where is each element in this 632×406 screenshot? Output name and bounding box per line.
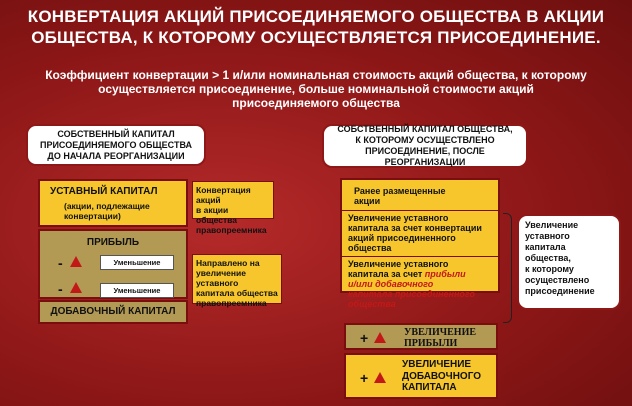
side-note-line-6: осуществлено (525, 275, 590, 285)
triangle-up-icon (374, 332, 386, 343)
additional-increase-text (402, 359, 481, 394)
side-note (517, 214, 621, 310)
increase-profit-line-2 (348, 269, 475, 279)
additional-capital-title: ДОБАВОЧНЫЙ КАПИТАЛ (50, 306, 176, 317)
decrease-label-1: Уменьшение (113, 258, 161, 267)
right-column-header (322, 124, 528, 168)
additional-increase-line-1: УВЕЛИЧЕНИЕ (402, 359, 472, 370)
right-header-line-3: ПРИСОЕДИНЕНИЕ, ПОСЛЕ РЕОРГАНИЗАЦИИ (365, 146, 485, 167)
side-note-line-1: Увеличение (525, 220, 579, 230)
left-header-line-3: ДО НАЧАЛА РЕОРГАНИЗАЦИИ (47, 150, 185, 161)
slide-title (0, 6, 632, 48)
profit-increase-text (404, 327, 476, 349)
plus-sign-1: + (360, 330, 369, 346)
conversion-note (192, 181, 274, 235)
profit-title: ПРИБЫЛЬ (86, 237, 140, 248)
increase-profit-line-1: Увеличение уставного (348, 259, 449, 269)
additional-increase-line-2: ДОБАВОЧНОГО (402, 370, 482, 382)
ustavny-capital-sub-2: конвертации) (64, 211, 121, 221)
profit-increase-line-1: УВЕЛИЧЕНИЕ (404, 327, 477, 338)
title-line-2: ОБЩЕСТВА, К КОТОРОМУ ОСУЩЕСТВЛЯЕТСЯ ПРИСОЕДИНЕНИЕ. (31, 28, 601, 47)
divider (342, 210, 498, 211)
minus-sign-2: - (58, 281, 63, 297)
directed-note (192, 254, 282, 308)
side-note-line-3: капитала (525, 242, 566, 252)
increase-profit-line-5: общества (348, 299, 396, 309)
profit-increase-line-2: ПРИБЫЛИ (404, 338, 458, 349)
increase-conversion-line-1: Увеличение уставного (348, 213, 449, 223)
directed-note-line-3: капитала общества (196, 288, 278, 298)
increase-profit-line-2-b: прибыли (424, 269, 466, 279)
decrease-label-2: Уменьшение (113, 286, 161, 295)
additional-increase-line-3: КАПИТАЛА (402, 382, 457, 393)
plus-sign-2: + (360, 370, 369, 386)
decrease-chip-2 (100, 283, 174, 298)
directed-note-line-2: увеличение уставного (196, 268, 246, 288)
increase-conversion-line-4: общества (348, 243, 392, 253)
subtitle-line-1: Коэффициент конвертации > 1 и/или номинальная стоимость акций общества, к которому (45, 68, 587, 82)
additional-capital-block (38, 300, 188, 324)
profit-increase-block (344, 323, 498, 350)
subtitle-line-3: присоединяемого общества (232, 96, 400, 110)
increase-conversion-label (348, 213, 482, 253)
conversion-note-line-2: в акции общества (196, 205, 237, 225)
title-line-1: КОНВЕРТАЦИЯ АКЦИЙ ПРИСОЕДИНЯЕМОГО ОБЩЕСТВА В АКЦИИ (27, 7, 605, 26)
side-note-line-5: к которому (525, 264, 574, 274)
triangle-up-icon (70, 256, 82, 267)
triangle-up-icon (374, 372, 386, 383)
earlier-shares-label (354, 186, 446, 206)
decrease-chip-1 (100, 255, 174, 270)
ustavny-capital-block (38, 179, 188, 227)
conversion-note-line-3: правопреемника (196, 225, 267, 235)
slide-subtitle (0, 68, 632, 110)
earlier-shares-line-1: Ранее размещенные (354, 186, 446, 196)
side-note-line-4: общества, (525, 253, 571, 263)
subtitle-line-2: осуществляется присоединение, больше номинальной стоимости акций (98, 82, 534, 96)
increase-profit-label (348, 259, 475, 309)
side-note-text (525, 220, 595, 297)
directed-note-line-4: правопреемника (196, 298, 267, 308)
earlier-shares-line-2: акции (354, 196, 381, 206)
additional-increase-block (344, 353, 498, 399)
divider (342, 256, 498, 257)
directed-note-line-1: Направлено на (196, 258, 260, 268)
conversion-note-line-1: Конвертация акций (196, 185, 251, 205)
increase-conversion-line-3: акций присоединенного (348, 233, 456, 243)
right-header-line-1: СОБСТВЕННЫЙ КАПИТАЛ ОБЩЕСТВА, (337, 124, 513, 134)
left-header-line-1: СОБСТВЕННЫЙ КАПИТАЛ (57, 128, 175, 139)
ustavny-capital-title: УСТАВНЫЙ КАПИТАЛ (50, 186, 158, 197)
minus-sign-1: - (58, 255, 63, 271)
ustavny-capital-sub-1: (акции, подлежащие (64, 201, 150, 211)
left-column-header (26, 124, 206, 166)
increase-conversion-line-2: капитала за счет конвертации (348, 223, 482, 233)
right-capital-block (340, 178, 500, 309)
bracket (503, 213, 512, 323)
right-header-line-2: К КОТОРОМУ ОСУЩЕСТВЛЕНО (355, 135, 495, 145)
triangle-up-icon (70, 282, 82, 293)
increase-profit-line-2-a: капитала за счет (348, 269, 425, 279)
increase-profit-line-4: капитала присоединенного (348, 289, 475, 299)
side-note-line-7: присоединение (525, 286, 595, 296)
side-note-line-2: уставного (525, 231, 570, 241)
increase-profit-line-3: и/или добавочного (348, 279, 434, 289)
left-header-line-2: ПРИСОЕДИНЯЕМОГО ОБЩЕСТВА (39, 139, 193, 150)
